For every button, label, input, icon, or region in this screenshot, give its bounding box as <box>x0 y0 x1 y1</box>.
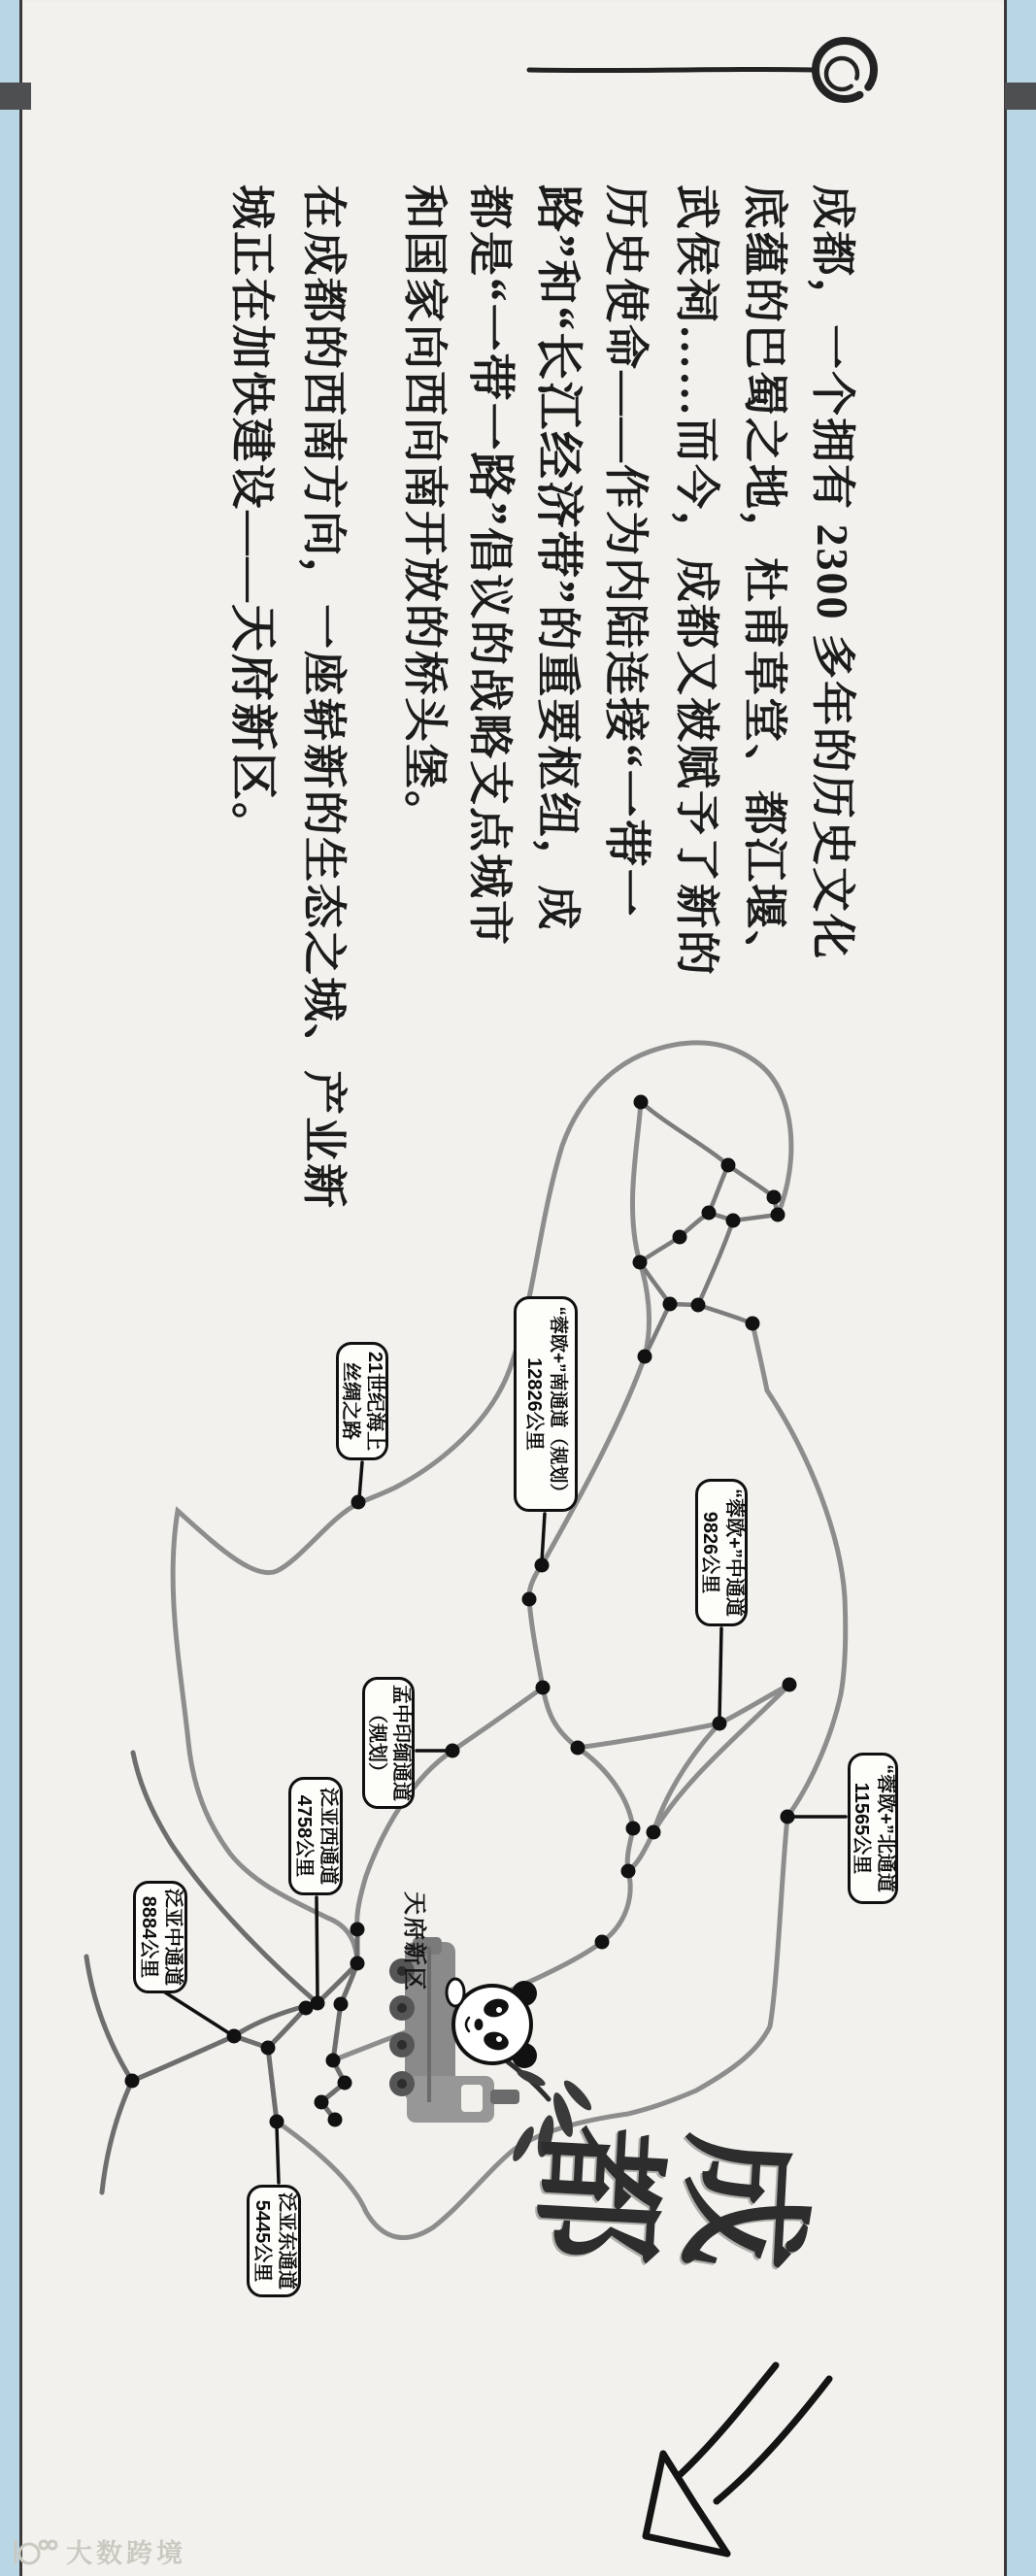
route-label-bcim <box>362 1677 415 1809</box>
route-label-panasia-middle <box>133 1881 187 1993</box>
pin-decoration-icon <box>529 41 874 99</box>
route-label-maritime-silk-road <box>336 1342 388 1460</box>
route-label-name: “蓉欧+”南通道（规划） <box>548 1306 568 1502</box>
route-label-name: 孟中印缅通道 <box>390 1685 412 1801</box>
intro-text-block <box>162 184 1036 1447</box>
route-label-name: 21世纪海上 <box>364 1351 385 1452</box>
intro-line-6: 都是“一带一路”倡议的战略支点城市 <box>464 184 518 948</box>
route-label-rongou-north <box>848 1753 898 1904</box>
route-label-rongou-south <box>514 1296 578 1512</box>
route-label-rongou-middle <box>695 1479 748 1626</box>
map-node <box>626 1822 641 1836</box>
tianfu-new-area-label: 天府新区 <box>401 1891 427 1992</box>
map-node <box>783 1678 797 1692</box>
calligraphy-char-cheng: 成 <box>666 2110 820 2268</box>
map-node <box>351 1923 365 1937</box>
intro-line-3: 武侯祠……而今，成都又被赋予了新的 <box>672 184 721 977</box>
intro-line-5: 路”和“长江经济带”的重要枢纽，成 <box>532 184 585 932</box>
route-label-panasia-west <box>288 1777 343 1895</box>
route-label-distance: 9826公里 <box>699 1511 720 1594</box>
intro-line-1: 成都，一个拥有 2300 多年的历史文化 <box>808 184 857 960</box>
route-label-distance: 11565公里 <box>851 1782 872 1875</box>
route-label-name: 泛亚西通道 <box>317 1788 339 1885</box>
map-node <box>326 2054 341 2068</box>
route-label-name: 泛亚东通道 <box>276 2192 297 2290</box>
map-node <box>299 2001 314 2016</box>
map-node <box>536 1681 551 1695</box>
map-node <box>328 2113 343 2127</box>
calligraphy-char-du: 都 <box>521 2102 676 2260</box>
watermark-text: 大数跨境 <box>66 2539 186 2568</box>
map-node <box>351 1957 365 1971</box>
route-label-distance: 丝绸之路 <box>340 1362 361 1440</box>
watermark-logo-icon <box>12 2536 58 2567</box>
intro-line-2: 底蕴的巴蜀之地，杜甫草堂、都江堰、 <box>740 184 789 977</box>
route-label-name: 泛亚中通道 <box>162 1889 184 1986</box>
map-node <box>315 2095 329 2110</box>
map-node <box>227 2029 242 2044</box>
watermark <box>12 2532 186 2570</box>
route-label-name: “蓉欧+”中通道 <box>723 1489 745 1617</box>
route-label-panasia-east <box>247 2185 301 2297</box>
route-label-distance: 5445公里 <box>251 2199 273 2283</box>
intro-line-9: 城正在加快建设——天府新区。 <box>226 184 280 850</box>
map-node <box>334 1997 349 2012</box>
map-node <box>621 1864 636 1879</box>
route-label-distance: 12826公里 <box>523 1357 545 1451</box>
route-label-name: “蓉欧+”北通道 <box>875 1764 896 1892</box>
intro-line-7: 和国家向西向南开放的桥头堡。 <box>400 184 450 837</box>
panda-icon <box>447 1979 537 2068</box>
arrow-icon <box>646 2365 829 2554</box>
map-node <box>338 2076 352 2091</box>
map-node <box>522 1592 537 1607</box>
map-node <box>261 2041 276 2056</box>
intro-line-8: 在成都的西南方向，一座崭新的生态之城、产业新 <box>299 184 349 1210</box>
route-label-distance: （规划） <box>366 1704 387 1782</box>
chengdu-calligraphy <box>520 2080 821 2290</box>
intro-line-4: 历史使命——作为内陆连接“一带一 <box>600 184 653 919</box>
map-node <box>571 1741 585 1756</box>
route-label-distance: 4758公里 <box>293 1794 315 1878</box>
map-node <box>595 1935 610 1950</box>
map-node <box>125 2074 140 2089</box>
map-node <box>647 1825 661 1840</box>
route-label-distance: 8884公里 <box>138 1895 159 1979</box>
